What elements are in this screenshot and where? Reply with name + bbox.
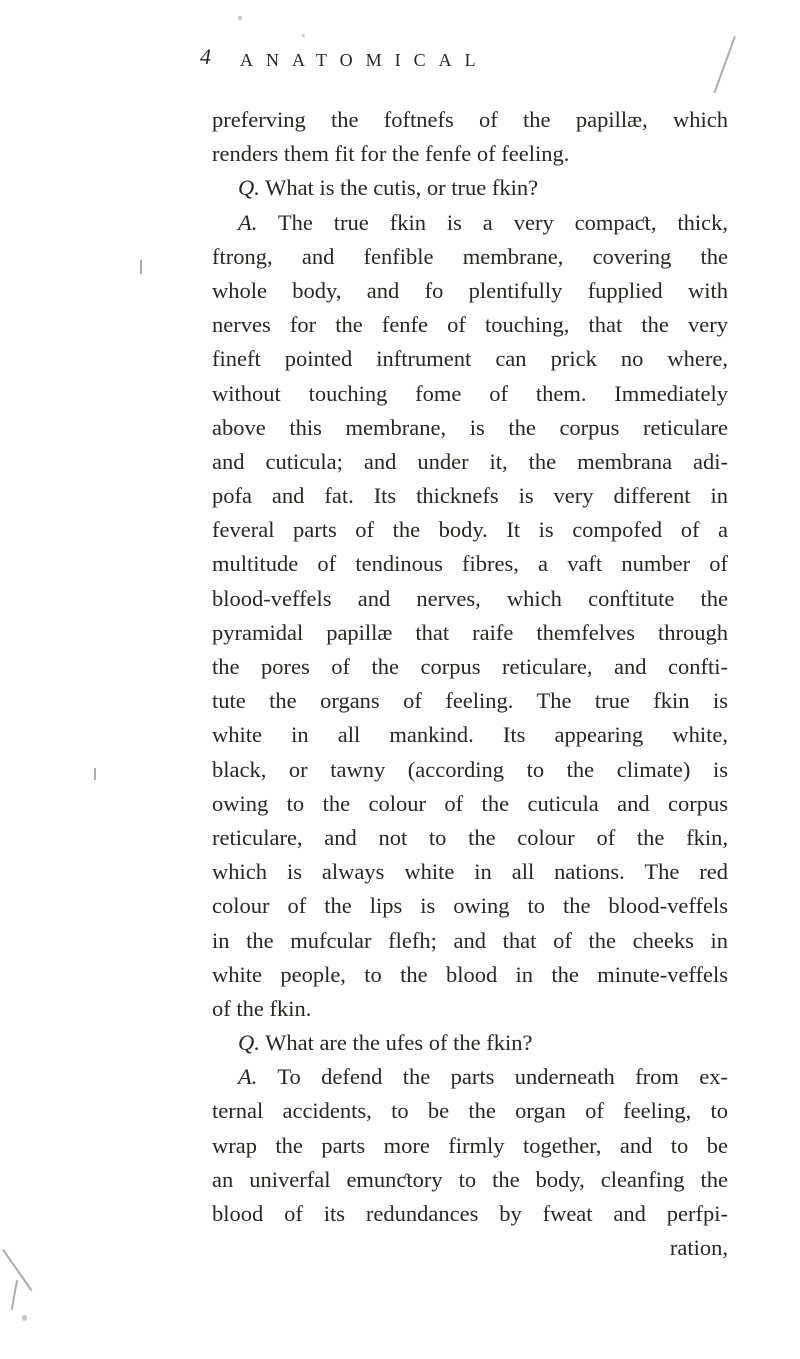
answer-marker: A. <box>238 1064 258 1090</box>
margin-mark <box>94 768 96 780</box>
body-text <box>212 103 728 1265</box>
ink-speck <box>302 34 305 37</box>
question-marker: Q. <box>238 1030 260 1056</box>
answer-line <box>212 206 728 240</box>
answer-text: The true fkin is a very compaƈt, thick, <box>257 209 728 235</box>
text-line: ternal accidents, to be the organ of feeling, to <box>212 1098 728 1124</box>
question-line <box>212 1026 728 1060</box>
text-line: in the mufcular flefh; and that of the cheeks in <box>212 927 728 953</box>
text-line: which is always white in all nations. The red <box>212 859 728 885</box>
page-number: 4 <box>200 44 211 69</box>
text-line: black, or tawny (according to the climate) is <box>212 756 728 782</box>
text-line: colour of the lips is owing to the blood-veffels <box>212 893 728 919</box>
text-line: wrap the parts more firmly together, and to be <box>212 1132 728 1158</box>
text-line: an univerfal emunƈtory to the body, cleanfing the <box>212 1166 728 1192</box>
text-line: ftrong, and fenfible membrane, covering the <box>212 243 728 269</box>
running-head: ANATOMICAL <box>240 50 489 70</box>
margin-mark <box>140 260 142 274</box>
text-line: pyramidal papillæ that raife themfelves through <box>212 619 728 645</box>
question-text: What are the ufes of the fkin? <box>259 1030 533 1056</box>
text-line: blood-veffels and nerves, which conftitute the <box>212 585 728 611</box>
text-line: owing to the colour of the cuticula and corpus <box>212 790 728 816</box>
margin-mark <box>11 1280 18 1310</box>
margin-mark <box>713 36 735 93</box>
text-line: nerves for the fenfe of touching, that the very <box>212 312 728 338</box>
text-line: and cuticula; and under it, the membrana adi- <box>212 448 728 474</box>
text-line: of the fkin. <box>212 995 312 1021</box>
text-line: multitude of tendinous fibres, a vaft number of <box>212 551 728 577</box>
text-line: blood of its redundances by fweat and perfpi- <box>212 1201 728 1226</box>
text-line: pofa and fat. Its thicknefs is very different in <box>212 483 728 509</box>
text-line: the pores of the corpus reticulare, and confti- <box>212 654 728 679</box>
text-line: fineft pointed inftrument can prick no where, <box>212 346 728 372</box>
text-line: white in all mankind. Its appearing white, <box>212 722 728 748</box>
text-line: above this membrane, is the corpus reticulare <box>212 414 728 440</box>
text-line: feveral parts of the body. It is compofed of a <box>212 517 728 543</box>
page-header <box>200 44 600 74</box>
text-line: without touching fome of them. Immediately <box>212 380 728 406</box>
catchword: ration, <box>669 1235 728 1261</box>
question-line <box>212 171 728 205</box>
text-line: renders them fit for the fenfe of feeling. <box>212 141 570 167</box>
text-line: reticulare, and not to the colour of the fkin, <box>212 824 728 850</box>
text-line: whole body, and fo plentifully fupplied with <box>212 277 728 303</box>
text-line: preferving the foftnefs of the papillæ, which <box>212 107 728 132</box>
ink-speck <box>22 1315 27 1321</box>
answer-text: To defend the parts underneath from ex- <box>257 1064 728 1090</box>
answer-line <box>212 1060 728 1094</box>
text-line: tute the organs of feeling. The true fkin is <box>212 688 728 714</box>
question-marker: Q. <box>238 175 260 201</box>
ink-speck <box>238 16 242 20</box>
question-text: What is the cutis, or true fkin? <box>259 175 539 201</box>
answer-marker: A. <box>238 209 258 235</box>
text-line: white people, to the blood in the minute-veffels <box>212 961 728 987</box>
